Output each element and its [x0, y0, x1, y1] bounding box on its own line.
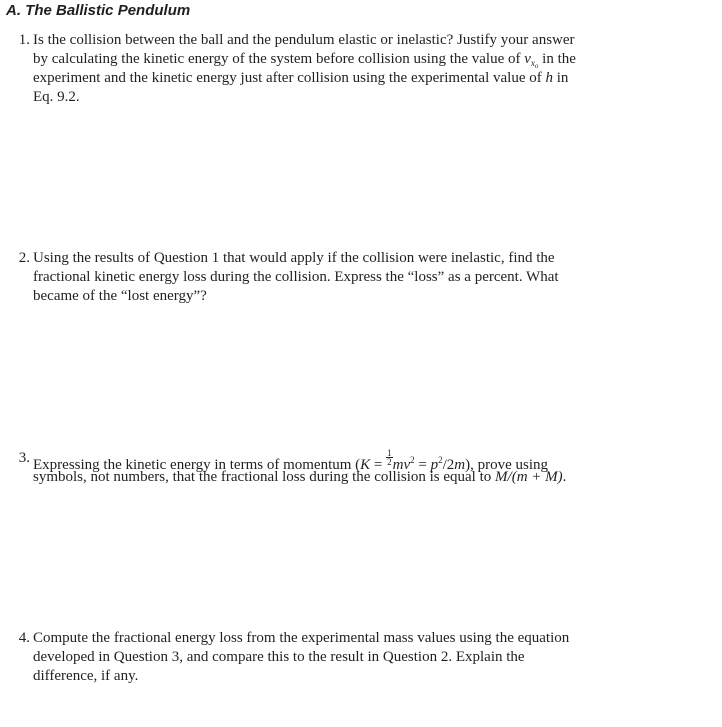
question-line: Using the results of Question 1 that would apply if the collision were inelastic, find the [33, 250, 555, 266]
question-line: experiment and the kinetic energy just after collision using the experimental value of h in [33, 70, 569, 86]
question-number: 1. [18, 32, 30, 48]
question-line: difference, if any. [33, 668, 139, 684]
question-line: by calculating the kinetic energy of the system before collision using the value of $v_{x_o}$ in the [33, 51, 576, 70]
question-number: 3. [18, 450, 30, 466]
fractional-loss-expression: M/(m + M) [495, 469, 563, 485]
question-line: fractional kinetic energy loss during the collision. Express the “loss” as a percent. What [33, 269, 559, 285]
height-symbol: h [545, 70, 553, 86]
question-text [33, 629, 613, 686]
question-line: Expressing the kinetic energy in terms of momentum (K = $\frac{1}{2}$ $mv^2 = p^2/2m$), prove using [33, 448, 549, 473]
kinetic-energy-formula: K = $\frac{1}{2}$ $mv^2 = p^2/2m$ [360, 448, 466, 473]
question-text [33, 249, 613, 306]
question-line: became of the “lost energy”? [33, 288, 207, 304]
question-text [33, 449, 613, 487]
one-half-fraction: $\frac{1}{2}$ [387, 448, 392, 467]
question-line: Compute the fractional energy loss from the experimental mass values using the equation [33, 630, 570, 646]
question-line: Is the collision between the ball and the pendulum elastic or inelastic? Justify your answer [33, 32, 575, 48]
section-title: A. The Ballistic Pendulum [6, 2, 191, 19]
question-number: 2. [18, 250, 30, 266]
question-line: symbols, not numbers, that the fractional loss during the collision is equal to M/(m + M). [33, 469, 567, 485]
question-number: 4. [18, 630, 30, 646]
velocity-symbol: $v_{x_o}$ [524, 51, 539, 70]
question-text [33, 31, 613, 107]
question-line: Eq. 9.2. [33, 89, 80, 105]
question-line: developed in Question 3, and compare this to the result in Question 2. Explain the [33, 649, 525, 665]
